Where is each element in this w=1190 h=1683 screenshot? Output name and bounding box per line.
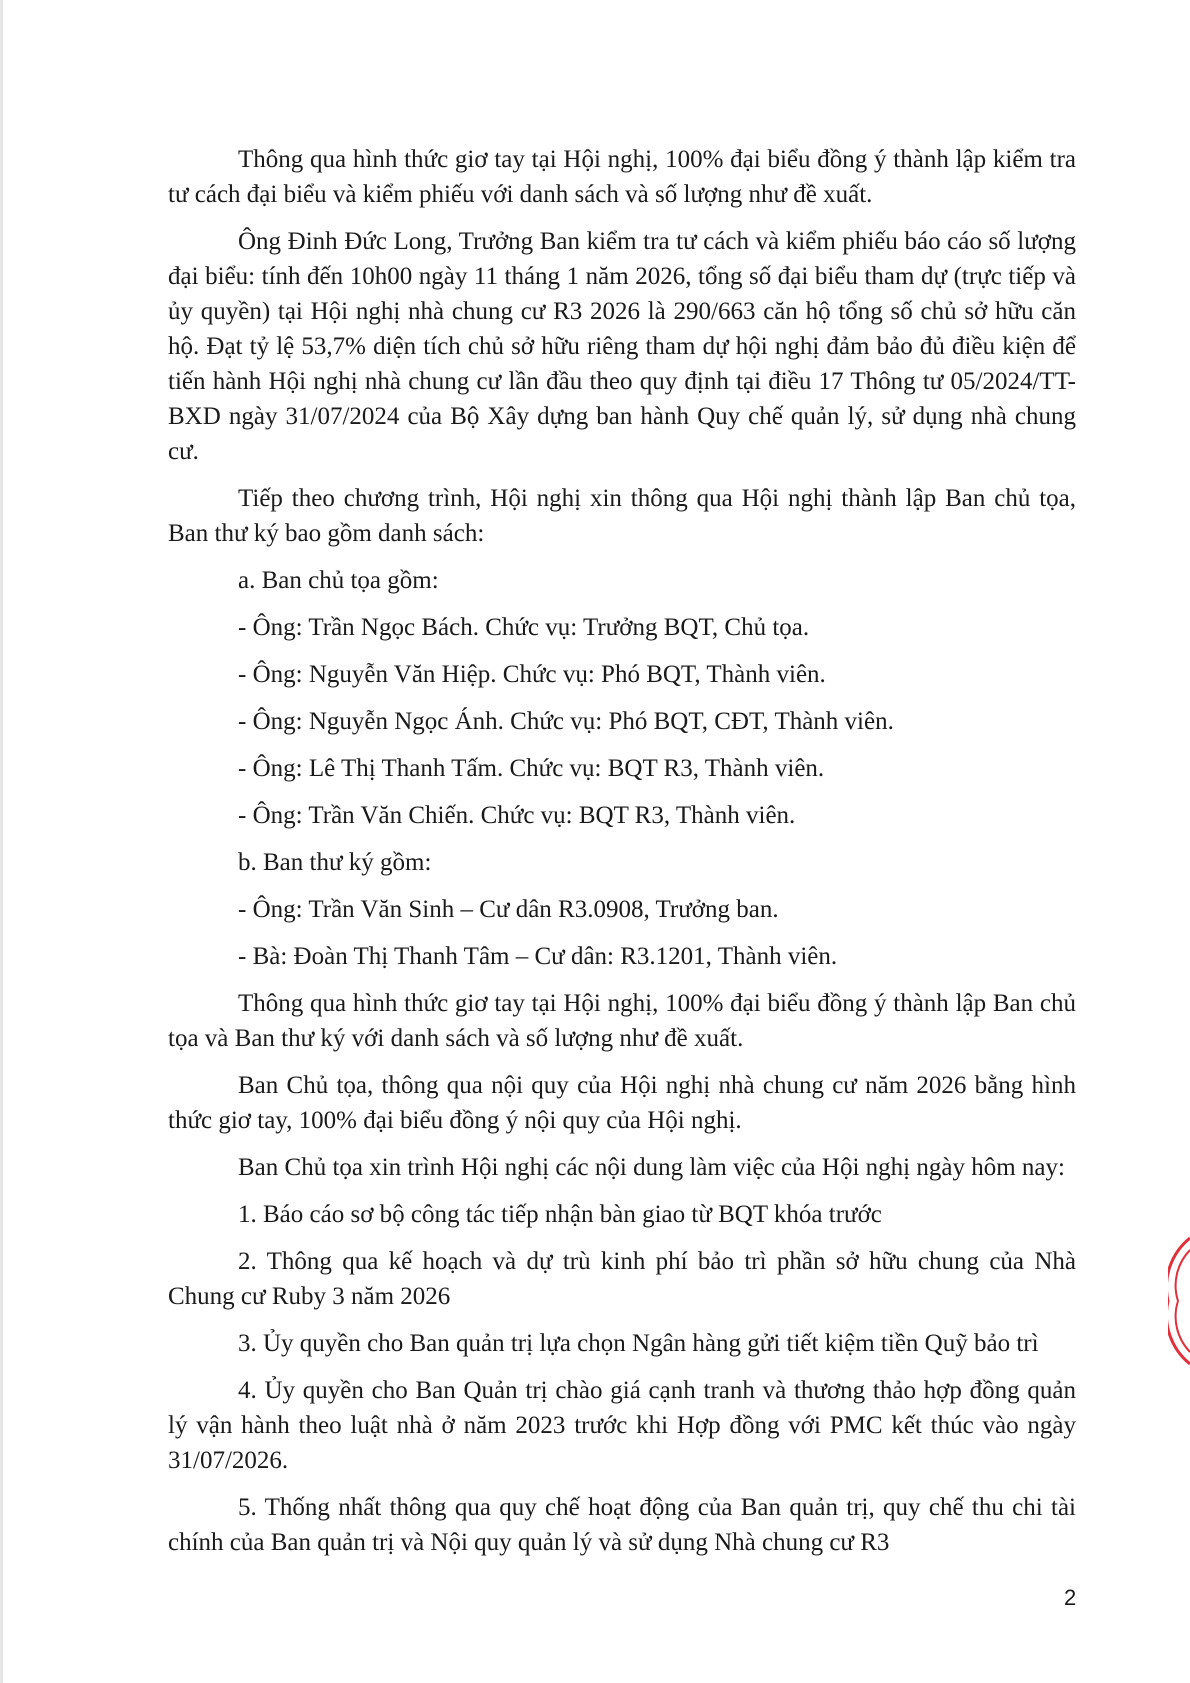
list-item: - Bà: Đoàn Thị Thanh Tâm – Cư dân: R3.1201, Thành viên. [238, 943, 838, 970]
scan-edge [0, 0, 3, 1683]
paragraph: Thông qua hình thức giơ tay tại Hội nghị, 100% đại biểu đồng ý thành lập Ban chủ tọa và Ban thư ký với danh sách và số lượng như đề xuất. [168, 990, 1076, 1052]
red-seal-stamp [1168, 1236, 1190, 1366]
paragraph: Ông Đinh Đức Long, Trưởng Ban kiểm tra tư cách và kiểm phiếu báo cáo số lượng đại biểu: tính đến 10h00 ngày 11 tháng 1 năm 2026, tổng số đại biểu tham dự (trực tiếp và ủy quyền) tại Hội nghị nhà chung cư R3 2026 là 290/663 căn hộ tổng số chủ sở hữu căn hộ. Đạt tỷ lệ 53,7% diện tích chủ sở hữu riêng tham dự hội nghị đảm bảo đủ điều kiện để tiến hành Hội nghị nhà chung cư lần đầu theo quy định tại điều 17 Thông tư 05/2024/TT-BXD ngày 31/07/2024 của Bộ Xây dựng ban hành Quy chế quản lý, sử dụng nhà chung cư. [168, 228, 1076, 465]
list-item: - Ông: Trần Văn Sinh – Cư dân R3.0908, Trưởng ban. [238, 896, 779, 923]
list-item: - Ông: Nguyễn Ngọc Ánh. Chức vụ: Phó BQT, CĐT, Thành viên. [238, 708, 894, 735]
agenda-item: 1. Báo cáo sơ bộ công tác tiếp nhận bàn giao từ BQT khóa trước [238, 1201, 882, 1228]
paragraph: Ban Chủ tọa, thông qua nội quy của Hội nghị nhà chung cư năm 2026 bằng hình thức giơ tay, 100% đại biểu đồng ý nội quy của Hội nghị. [168, 1072, 1076, 1134]
list-item: - Ông: Trần Ngọc Bách. Chức vụ: Trưởng BQT, Chủ tọa. [238, 614, 810, 641]
paragraph: Tiếp theo chương trình, Hội nghị xin thông qua Hội nghị thành lập Ban chủ tọa, Ban thư ký bao gồm danh sách: [168, 485, 1076, 547]
paragraph: Ban Chủ tọa xin trình Hội nghị các nội dung làm việc của Hội nghị ngày hôm nay: [238, 1154, 1065, 1181]
agenda-item: 4. Ủy quyền cho Ban Quản trị chào giá cạnh tranh và thương thảo hợp đồng quản lý vận hành theo luật nhà ở năm 2023 trước khi Hợp đồng với PMC kết thúc vào ngày 31/07/2026. [168, 1377, 1076, 1474]
document-body [168, 142, 1076, 1572]
agenda-item: 5. Thống nhất thông qua quy chế hoạt động của Ban quản trị, quy chế thu chi tài chính của Ban quản trị và Nội quy quản lý và sử dụng Nhà chung cư R3 [168, 1494, 1076, 1556]
paragraph: Thông qua hình thức giơ tay tại Hội nghị, 100% đại biểu đồng ý thành lập kiểm tra tư cách đại biểu và kiểm phiếu với danh sách và số lượng như đề xuất. [168, 146, 1076, 208]
list-item: - Ông: Nguyễn Văn Hiệp. Chức vụ: Phó BQT, Thành viên. [238, 661, 826, 688]
list-item: a. Ban chủ tọa gồm: [238, 567, 439, 594]
agenda-item: 2. Thông qua kế hoạch và dự trù kinh phí bảo trì phần sở hữu chung của Nhà Chung cư Ruby 3 năm 2026 [168, 1248, 1076, 1310]
list-item: - Ông: Lê Thị Thanh Tấm. Chức vụ: BQT R3, Thành viên. [238, 755, 825, 782]
agenda-item: 3. Ủy quyền cho Ban quản trị lựa chọn Ngân hàng gửi tiết kiệm tiền Quỹ bảo trì [238, 1330, 1039, 1357]
list-item: b. Ban thư ký gồm: [238, 849, 432, 876]
list-item: - Ông: Trần Văn Chiến. Chức vụ: BQT R3, Thành viên. [238, 802, 796, 829]
page-number: 2 [1064, 1585, 1077, 1610]
